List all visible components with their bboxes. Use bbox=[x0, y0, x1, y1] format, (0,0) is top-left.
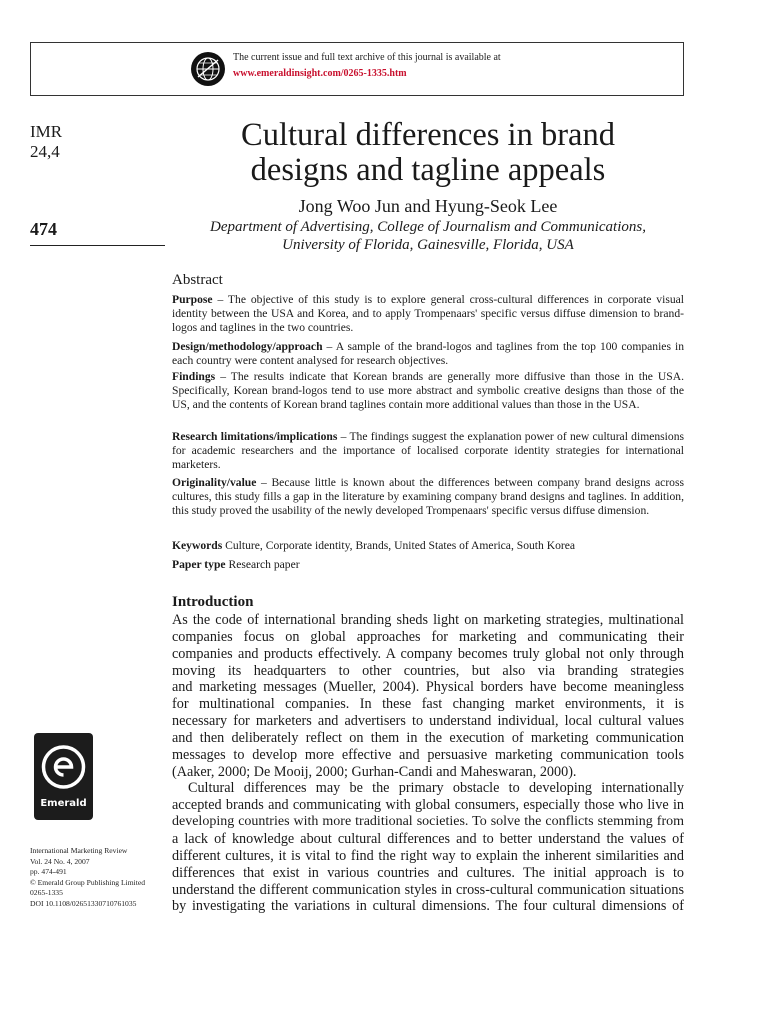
emerald-logo-text: Emerald bbox=[40, 798, 87, 809]
abstract-originality bbox=[172, 476, 684, 518]
citation-volume: Vol. 24 No. 4, 2007 bbox=[30, 856, 90, 866]
journal-volume: 24,4 bbox=[30, 142, 60, 161]
authors: Jong Woo Jun and Hyung-Seok Lee bbox=[298, 196, 558, 216]
limitations-text: – The findings suggest the explanation power of new cultural dimensions for academic researchers and the importance of localised corporate identity strategies for international marketers. bbox=[172, 430, 684, 471]
abstract-design bbox=[172, 340, 684, 368]
journal-url-link[interactable]: www.emeraldinsight.com/0265-1335.htm bbox=[233, 68, 407, 79]
title-line-1: Cultural differences in brand bbox=[241, 117, 615, 153]
papertype-label: Paper type bbox=[172, 558, 226, 571]
purpose-text: – The objective of this study is to explore general cross-cultural differences in corporate visual identity between the USA and Korea, and to apply Trompenaars' specific versus diffuse dimension to brand-logos and taglines in the two countries. bbox=[172, 293, 684, 334]
intro-line: understand the different communication styles in cross-cultural communication situations bbox=[172, 881, 684, 898]
abstract-limitations bbox=[172, 430, 684, 472]
introduction-body bbox=[172, 612, 684, 915]
intro-line: necessary for marketers and advertisers to understand individual, local cultural values bbox=[172, 713, 684, 730]
purpose-label: Purpose bbox=[172, 293, 213, 306]
findings-label: Findings bbox=[172, 370, 216, 383]
citation-block bbox=[30, 846, 170, 909]
limitations-label: Research limitations/implications bbox=[172, 430, 338, 443]
design-text: – A sample of the brand-logos and taglines from the top 100 companies in each country were content analysed for research objectives. bbox=[172, 340, 684, 367]
citation-copyright: © Emerald Group Publishing Limited bbox=[30, 877, 146, 887]
intro-line: and marketing messages (Mueller, 2004). Physical borders have become meaningless bbox=[172, 679, 684, 696]
intro-line: messages to develop more effective and persuasive marketing communication tools bbox=[172, 746, 684, 763]
intro-line: a lack of knowledge about cultural differences and to better understand the values of bbox=[172, 830, 684, 847]
intro-line: developing countries with more traditional societies. To solve the conflicts stemming from bbox=[172, 814, 684, 830]
intro-line: differences that exist in various countries and cultures. The initial approach is to bbox=[172, 864, 684, 881]
article-title bbox=[172, 118, 684, 188]
originality-label: Originality/value bbox=[172, 476, 257, 489]
intro-line: Cultural differences may be the primary obstacle to developing internationally bbox=[188, 780, 684, 797]
intro-line: by investigating the variations in cultural dimensions. The four cultural dimensions of bbox=[172, 898, 684, 915]
intro-line: As the code of international branding sheds light on marketing strategies, multinational bbox=[172, 612, 684, 628]
citation-pages: pp. 474-491 bbox=[30, 867, 67, 876]
abstract-purpose bbox=[172, 293, 684, 335]
globe-icon bbox=[190, 51, 226, 87]
abstract-paper-type bbox=[172, 558, 684, 572]
findings-text: – The results indicate that Korean brands are generally more diffusive than those in the USA. Specifically, Korean brand-logos tend to use more abstract and symbolic creative designs than those of the US, and the contents of Korean brand taglines contain more additional values than those in the USA. bbox=[172, 370, 684, 411]
intro-line: different cultures, it is vital to find the right way to explain the inherent similarities and bbox=[172, 847, 684, 864]
keywords-text: Culture, Corporate identity, Brands, United States of America, South Korea bbox=[222, 539, 576, 552]
intro-line: for multinational companies. In these fast changing market environments, it is bbox=[172, 696, 684, 713]
title-line-2: designs and tagline appeals bbox=[250, 152, 606, 188]
journal-abbreviation: IMR bbox=[30, 122, 63, 141]
originality-text: – Because little is known about the differences between company brand designs across cultures, this study fills a gap in the literature by examining company brand designs and taglines. In addition, this study proved the usability of the newly developed Trompenaars' specific versus diffuse dimension. bbox=[172, 476, 684, 517]
intro-line: companies and products effectively. A company becomes truly global not only through bbox=[172, 645, 684, 662]
citation-journal: International Marketing Review bbox=[30, 846, 128, 855]
keywords-label: Keywords bbox=[172, 539, 223, 552]
design-label: Design/methodology/approach bbox=[172, 340, 323, 353]
abstract-keywords bbox=[172, 539, 684, 553]
intro-line: and then deliberately reflect on them in the execution of marketing communication bbox=[172, 729, 684, 746]
introduction-heading: Introduction bbox=[172, 594, 254, 610]
intro-line: (Aaker, 2000; De Mooij, 2000; Gurhan-Candi and Maheswaran, 2000). bbox=[172, 763, 577, 780]
emerald-swirl-icon bbox=[34, 735, 93, 797]
page-number: 474 bbox=[30, 219, 57, 239]
intro-line: accepted brands and communicating with global consumers, especially those who live in bbox=[172, 797, 684, 814]
intro-line: moving its headquarters to other countries, but also via branding strategies bbox=[172, 662, 684, 679]
affiliation bbox=[172, 218, 684, 254]
citation-doi: DOI 10.1108/02651330710761035 bbox=[30, 898, 137, 908]
margin-divider bbox=[30, 245, 165, 246]
intro-line: companies focus on global approaches for marketing and communicating their bbox=[172, 628, 684, 645]
abstract-heading: Abstract bbox=[172, 272, 223, 288]
papertype-text: Research paper bbox=[225, 558, 300, 571]
archive-notice: The current issue and full text archive of this journal is available at bbox=[233, 52, 501, 63]
affiliation-line-1: Department of Advertising, College of Journalism and Communications, bbox=[210, 219, 646, 235]
citation-issn: 0265-1335 bbox=[30, 888, 63, 897]
affiliation-line-2: University of Florida, Gainesville, Florida, USA bbox=[282, 237, 574, 253]
abstract-findings bbox=[172, 370, 684, 412]
